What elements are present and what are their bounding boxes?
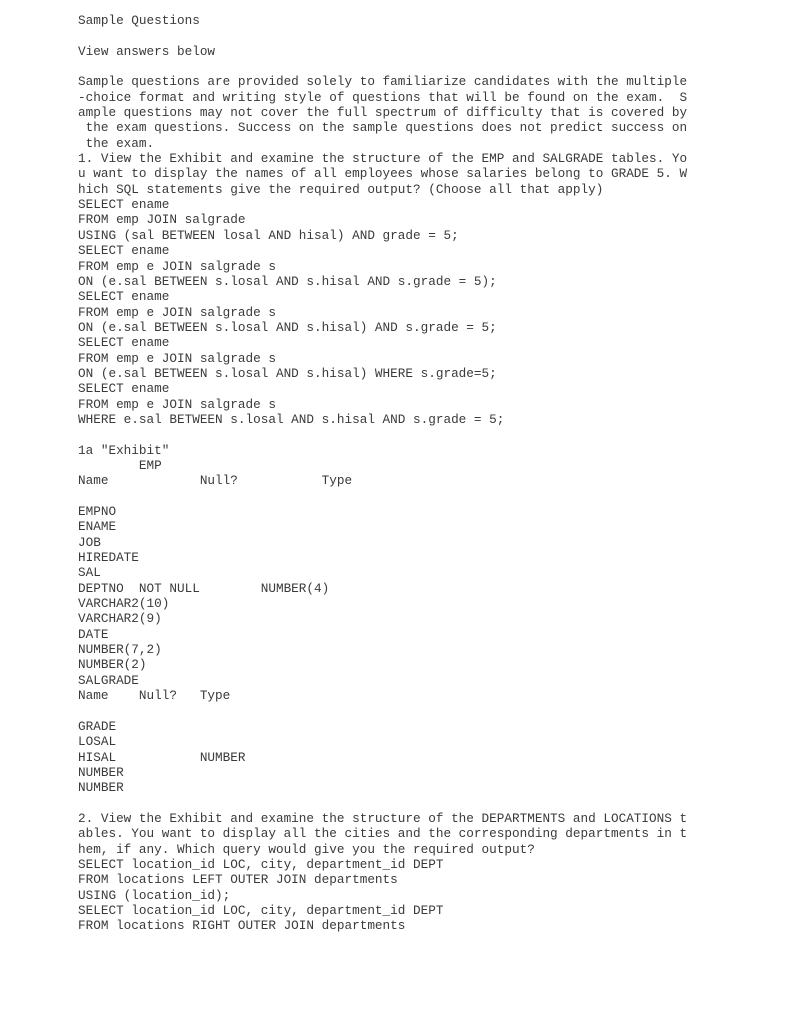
text-line: SALGRADE — [78, 672, 139, 688]
text-line: 2. View the Exhibit and examine the structure of the DEPARTMENTS and LOCATIONS t — [78, 810, 688, 826]
text-line: SAL — [78, 565, 101, 581]
text-line: GRADE — [78, 718, 117, 734]
blank-line — [78, 59, 778, 74]
text-line: hich SQL statements give the required output? (Choose all that apply) — [78, 181, 604, 197]
text-line: u want to display the names of all employees whose salaries belong to GRADE 5. W — [78, 166, 688, 182]
text-line: USING (location_id); — [78, 887, 231, 903]
text-line: the exam. — [78, 135, 155, 151]
text-line: DATE — [78, 626, 109, 642]
text-line: FROM emp e JOIN salgrade s — [78, 396, 276, 412]
text-line: hem, if any. Which query would give you the required output? — [78, 841, 535, 857]
text-line: NUMBER(7,2) — [78, 642, 162, 658]
text-line: FROM emp e JOIN salgrade s — [78, 304, 276, 320]
text-line: SELECT location_id LOC, city, department_id DEPT — [78, 856, 444, 872]
text-line: HISAL NUMBER — [78, 749, 246, 765]
blank-line — [78, 489, 778, 504]
text-line: FROM emp JOIN salgrade — [78, 212, 246, 228]
text-line: ON (e.sal BETWEEN s.losal AND s.hisal) AND s.grade = 5; — [78, 319, 497, 335]
blank-line — [78, 28, 778, 43]
text-line: ample questions may not cover the full spectrum of difficulty that is covered by — [78, 105, 688, 121]
text-line: SELECT ename — [78, 289, 170, 305]
text-line: ables. You want to display all the cities and the corresponding departments in t — [78, 826, 688, 842]
text-line: NUMBER — [78, 780, 124, 796]
text-line: Name Null? Type — [78, 473, 353, 489]
text-line: SELECT location_id LOC, city, department_id DEPT — [78, 902, 444, 918]
text-line: FROM locations RIGHT OUTER JOIN departments — [78, 918, 406, 934]
text-line: ON (e.sal BETWEEN s.losal AND s.hisal AND s.grade = 5); — [78, 273, 497, 289]
document-text — [78, 13, 778, 934]
text-line: HIREDATE — [78, 550, 139, 566]
text-line: LOSAL — [78, 734, 117, 750]
text-line: ON (e.sal BETWEEN s.losal AND s.hisal) WHERE s.grade=5; — [78, 365, 497, 381]
text-line: SELECT ename — [78, 197, 170, 213]
text-line: View answers below — [78, 43, 216, 59]
text-line: JOB — [78, 534, 101, 550]
text-line: the exam questions. Success on the sample questions does not predict success on — [78, 120, 688, 136]
text-line: FROM locations LEFT OUTER JOIN departments — [78, 872, 398, 888]
text-line: SELECT ename — [78, 243, 170, 259]
text-line: USING (sal BETWEEN losal AND hisal) AND grade = 5; — [78, 227, 459, 243]
text-line: EMP — [78, 457, 162, 473]
blank-line — [78, 796, 778, 811]
text-line: VARCHAR2(9) — [78, 611, 162, 627]
text-line: DEPTNO NOT NULL NUMBER(4) — [78, 580, 330, 596]
text-line: Sample Questions — [78, 13, 200, 28]
text-line: 1. View the Exhibit and examine the structure of the EMP and SALGRADE tables. Yo — [78, 151, 688, 167]
text-line: Sample questions are provided solely to familiarize candidates with the multiple — [78, 74, 688, 90]
text-line: WHERE e.sal BETWEEN s.losal AND s.hisal AND s.grade = 5; — [78, 411, 505, 427]
text-line: EMPNO — [78, 504, 117, 519]
blank-line — [78, 427, 778, 442]
blank-line — [78, 703, 778, 718]
text-line: 1a "Exhibit" — [78, 442, 170, 458]
text-line: FROM emp e JOIN salgrade s — [78, 258, 276, 274]
text-line: Name Null? Type — [78, 688, 231, 704]
text-line: SELECT ename — [78, 381, 170, 397]
text-line: NUMBER(2) — [78, 657, 147, 673]
text-line: VARCHAR2(10) — [78, 596, 170, 612]
text-line: FROM emp e JOIN salgrade s — [78, 350, 276, 366]
text-line: SELECT ename — [78, 335, 170, 351]
text-line: -choice format and writing style of questions that will be found on the exam. S — [78, 89, 688, 105]
text-line: NUMBER — [78, 764, 124, 780]
text-line: ENAME — [78, 519, 117, 535]
